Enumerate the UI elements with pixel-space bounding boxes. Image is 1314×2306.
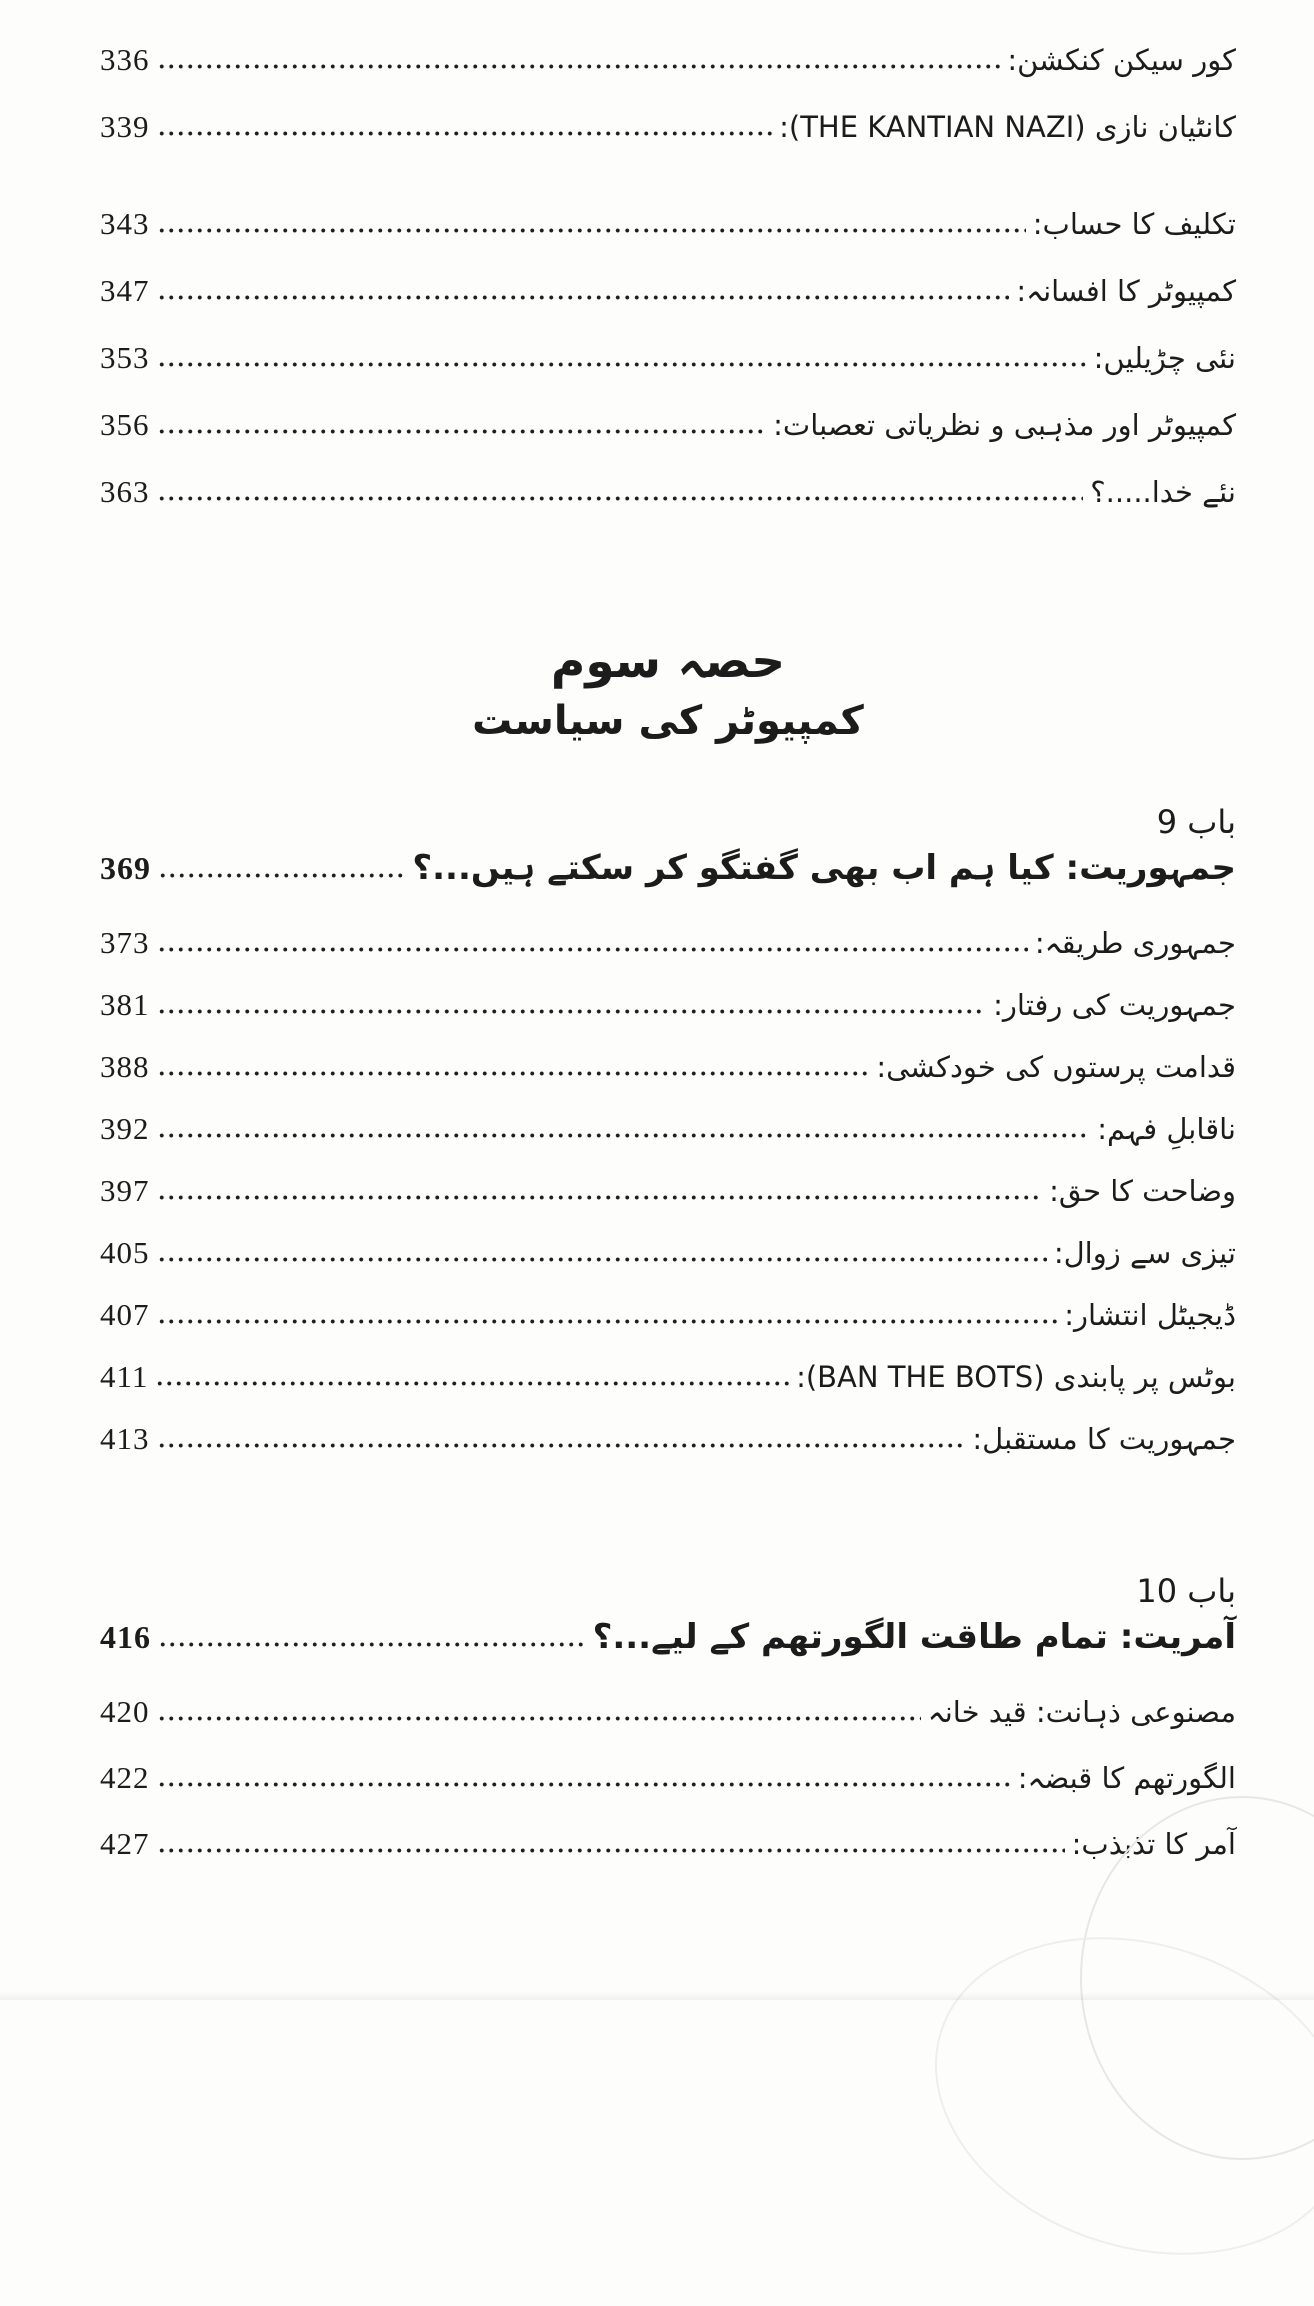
- chapter-9-entries: [100, 923, 1236, 1481]
- toc-row: [100, 1047, 1236, 1109]
- page-number: 397: [100, 1172, 150, 1208]
- toc-entry-title: کمپیوٹر اور مذہبی و نظریاتی تعصبات:: [773, 408, 1236, 442]
- dot-leader: [157, 130, 773, 137]
- dot-leader: [157, 428, 767, 435]
- dot-leader: [157, 946, 1028, 953]
- chapter-9-label: باب 9: [1156, 803, 1236, 842]
- page-number: 347: [100, 273, 150, 308]
- toc-entry-title: ڈیجیٹل انتشار:: [1064, 1297, 1236, 1332]
- toc-row: [100, 1109, 1236, 1171]
- dot-leader: [158, 1641, 586, 1648]
- page-number: 427: [100, 1825, 150, 1861]
- toc-row: [100, 1295, 1236, 1357]
- page-number: 369: [100, 849, 151, 886]
- dot-leader: [157, 1070, 870, 1077]
- page-number: 413: [100, 1420, 150, 1456]
- page-number: 411: [100, 1358, 149, 1394]
- dot-leader: [157, 1781, 1011, 1788]
- toc-row: [100, 40, 1236, 107]
- page-number: 353: [100, 340, 150, 375]
- toc-entry-title: الگورتھم کا قبضہ:: [1017, 1760, 1236, 1795]
- dot-leader: [157, 1132, 1091, 1139]
- page-number: 336: [100, 42, 150, 77]
- toc-entry-title: نئے خدا.....؟: [1090, 475, 1236, 509]
- page-number: 356: [100, 407, 150, 442]
- toc-row: [100, 472, 1236, 539]
- toc-entry-title: کانٹیان نازی (THE KANTIAN NAZI):: [779, 110, 1236, 144]
- toc-entry-title: جمہوریت کا مستقبل:: [972, 1421, 1236, 1456]
- toc-row: [100, 1824, 1236, 1890]
- toc-entry-title: مصنوعی ذہانت: قید خانہ: [927, 1694, 1236, 1729]
- page-number: 363: [100, 474, 150, 509]
- page-number: 405: [100, 1234, 150, 1270]
- dot-leader: [157, 1442, 966, 1449]
- toc-entry-title: ناقابلِ فہم:: [1097, 1111, 1236, 1146]
- toc-entry-title: قدامت پرستوں کی خودکشی:: [876, 1049, 1236, 1084]
- page-number: 373: [100, 924, 150, 960]
- scan-edge-shadow: [0, 1992, 1314, 2000]
- dot-leader: [155, 1380, 789, 1387]
- toc-row: [100, 1233, 1236, 1295]
- toc-row: [100, 923, 1236, 985]
- page-number: 343: [100, 206, 150, 241]
- chapter-10-title-row: [100, 1614, 1236, 1692]
- toc-entry-title: وضاحت کا حق:: [1049, 1173, 1236, 1208]
- toc-entry-title: آمر کا تذبذب:: [1071, 1826, 1236, 1861]
- toc-row: [100, 204, 1236, 271]
- dot-leader: [157, 1194, 1043, 1201]
- dot-leader: [158, 872, 405, 879]
- part-heading-line1: حصہ سوم: [550, 634, 786, 689]
- part-heading-line2: کمپیوٹر کی سیاست: [472, 698, 864, 745]
- page-number: 392: [100, 1110, 150, 1146]
- toc-entry-title: بوٹس پر پابندی (BAN THE BOTS):: [796, 1359, 1236, 1394]
- part-heading: [100, 631, 1236, 750]
- page-number: 339: [100, 109, 150, 144]
- toc-row: [100, 405, 1236, 472]
- toc-entry-title: کور سیکن کنکشن:: [1007, 43, 1236, 77]
- dot-leader: [157, 63, 1001, 70]
- chapter-title: جمہوریت: کیا ہم اب بھی گفتگو کر سکتے ہیں...؟: [412, 847, 1236, 888]
- page-number: 420: [100, 1693, 150, 1729]
- dot-leader: [157, 495, 1084, 502]
- toc-row: [100, 107, 1236, 174]
- dot-leader: [157, 1256, 1047, 1263]
- toc-entry-title: جمہوری طریقہ:: [1034, 925, 1236, 960]
- toc-row: [100, 1171, 1236, 1233]
- dot-leader: [157, 1847, 1065, 1854]
- chapter-title: آمریت: تمام طاقت الگورتھم کے لیے...؟: [592, 1616, 1236, 1657]
- toc-row: [100, 1692, 1236, 1758]
- table-of-contents: [100, 40, 1236, 1890]
- toc-row: [100, 1758, 1236, 1824]
- page-number: 381: [100, 986, 150, 1022]
- toc-row: [100, 1419, 1236, 1481]
- toc-entry-title: تکلیف کا حساب:: [1032, 207, 1236, 241]
- page-number: 422: [100, 1759, 150, 1795]
- page-curl-shadow: [893, 1886, 1314, 2306]
- dot-leader: [157, 1715, 921, 1722]
- chapter-9-title-row: [100, 845, 1236, 923]
- dot-leader: [157, 294, 1010, 301]
- chapter-10-entries: [100, 1692, 1236, 1890]
- page-number: 407: [100, 1296, 150, 1332]
- toc-entry-title: کمپیوٹر کا افسانہ:: [1016, 274, 1236, 308]
- dot-leader: [157, 361, 1087, 368]
- dot-leader: [157, 1008, 987, 1015]
- dot-leader: [157, 227, 1026, 234]
- dot-leader: [157, 1318, 1058, 1325]
- toc-row: [100, 985, 1236, 1047]
- toc-entry-title: تیزی سے زوال:: [1053, 1235, 1236, 1270]
- toc-entry-title: جمہوریت کی رفتار:: [993, 987, 1236, 1022]
- toc-row: [100, 1357, 1236, 1419]
- chapter-10-label: باب 10: [1136, 1571, 1236, 1610]
- toc-row: [100, 271, 1236, 338]
- page-number: 388: [100, 1048, 150, 1084]
- toc-row: [100, 338, 1236, 405]
- page-number: 416: [100, 1618, 151, 1655]
- toc-entry-title: نئی چڑیلیں:: [1093, 341, 1236, 375]
